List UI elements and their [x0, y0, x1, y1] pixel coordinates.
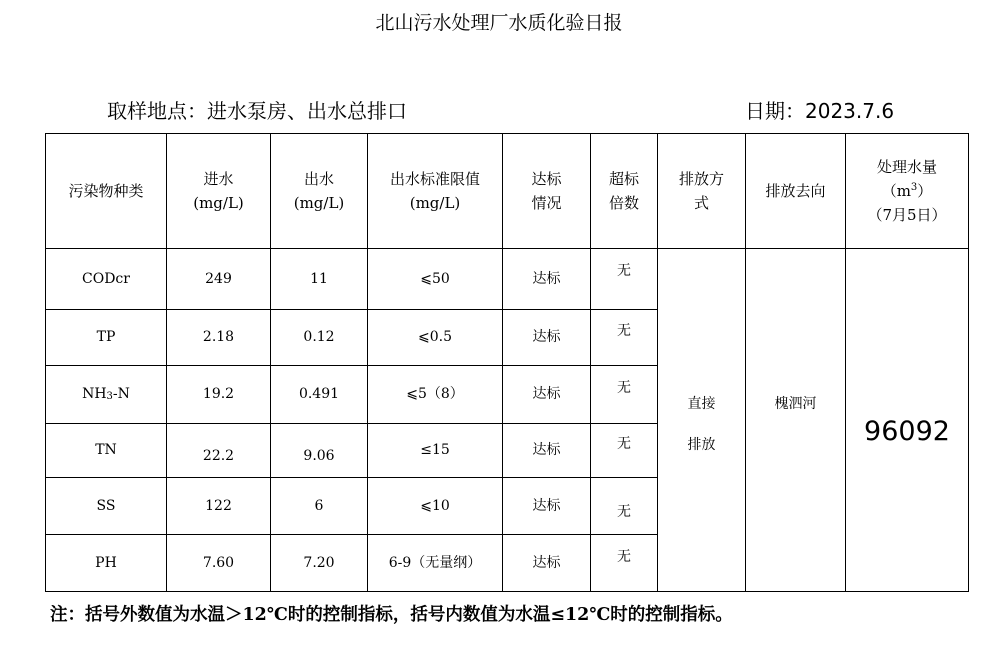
header-compliance: 达标 情况: [503, 134, 591, 249]
pollutant-cell: $NH_3-N$: [46, 366, 167, 424]
report-date: 日期：2023.7.6: [745, 99, 895, 123]
header-volume: 处理水量 $(m^3)$ （7月5日）: [846, 134, 969, 249]
header-outflow: 出水 (mg/L): [271, 134, 368, 249]
sampling-location: 取样地点：进水泵房、出水总排口: [107, 99, 407, 123]
outflow-cell: 6: [271, 478, 368, 535]
inflow-cell: 2.18: [167, 310, 271, 366]
status-cell: 达标: [503, 366, 591, 424]
volume-cell: 96092: [846, 249, 969, 592]
exceed-cell: 无: [591, 310, 658, 366]
outflow-cell: 0.491: [271, 366, 368, 424]
limit-cell: 6-9（无量纲）: [368, 535, 503, 592]
destination-cell: 槐泗河: [746, 249, 846, 592]
header-discharge-method: 排放方 式: [658, 134, 746, 249]
header-pollutant: 污染物种类: [46, 134, 167, 249]
pollutant-cell: PH: [46, 535, 167, 592]
pollutant-cell: CODcr: [46, 249, 167, 310]
water-quality-table: [45, 133, 969, 592]
exceed-cell: 无: [591, 535, 658, 592]
status-cell: 达标: [503, 310, 591, 366]
inflow-cell: 7.60: [167, 535, 271, 592]
footnote: 注：括号外数值为水温＞12℃时的控制指标，括号内数值为水温≤12℃时的控制指标。: [50, 605, 733, 625]
exceed-cell: 无: [591, 478, 658, 535]
header-inflow: 进水 (mg/L): [167, 134, 271, 249]
limit-cell: ⩽0.5: [368, 310, 503, 366]
header-exceed: 超标 倍数: [591, 134, 658, 249]
exceed-cell: 无: [591, 366, 658, 424]
limit-cell: ≤15: [368, 424, 503, 478]
discharge-method-cell: 直接 排放: [658, 249, 746, 592]
pollutant-cell: TP: [46, 310, 167, 366]
report-title: 北山污水处理厂水质化验日报: [375, 12, 623, 34]
limit-cell: ⩽5（8）: [368, 366, 503, 424]
table-row: [46, 249, 969, 310]
inflow-cell: 19.2: [167, 366, 271, 424]
outflow-cell: 7.20: [271, 535, 368, 592]
status-cell: 达标: [503, 424, 591, 478]
limit-cell: ⩽10: [368, 478, 503, 535]
header-destination: 排放去向: [746, 134, 846, 249]
outflow-cell: 9.06: [271, 424, 368, 478]
pollutant-cell: SS: [46, 478, 167, 535]
pollutant-cell: TN: [46, 424, 167, 478]
limit-cell: ⩽50: [368, 249, 503, 310]
exceed-cell: 无: [591, 249, 658, 310]
status-cell: 达标: [503, 249, 591, 310]
header-row: [46, 134, 969, 249]
inflow-cell: 22.2: [167, 424, 271, 478]
outflow-cell: 0.12: [271, 310, 368, 366]
inflow-cell: 122: [167, 478, 271, 535]
status-cell: 达标: [503, 535, 591, 592]
outflow-cell: 11: [271, 249, 368, 310]
header-limit: 出水标准限值 (mg/L): [368, 134, 503, 249]
inflow-cell: 249: [167, 249, 271, 310]
status-cell: 达标: [503, 478, 591, 535]
exceed-cell: 无: [591, 424, 658, 478]
